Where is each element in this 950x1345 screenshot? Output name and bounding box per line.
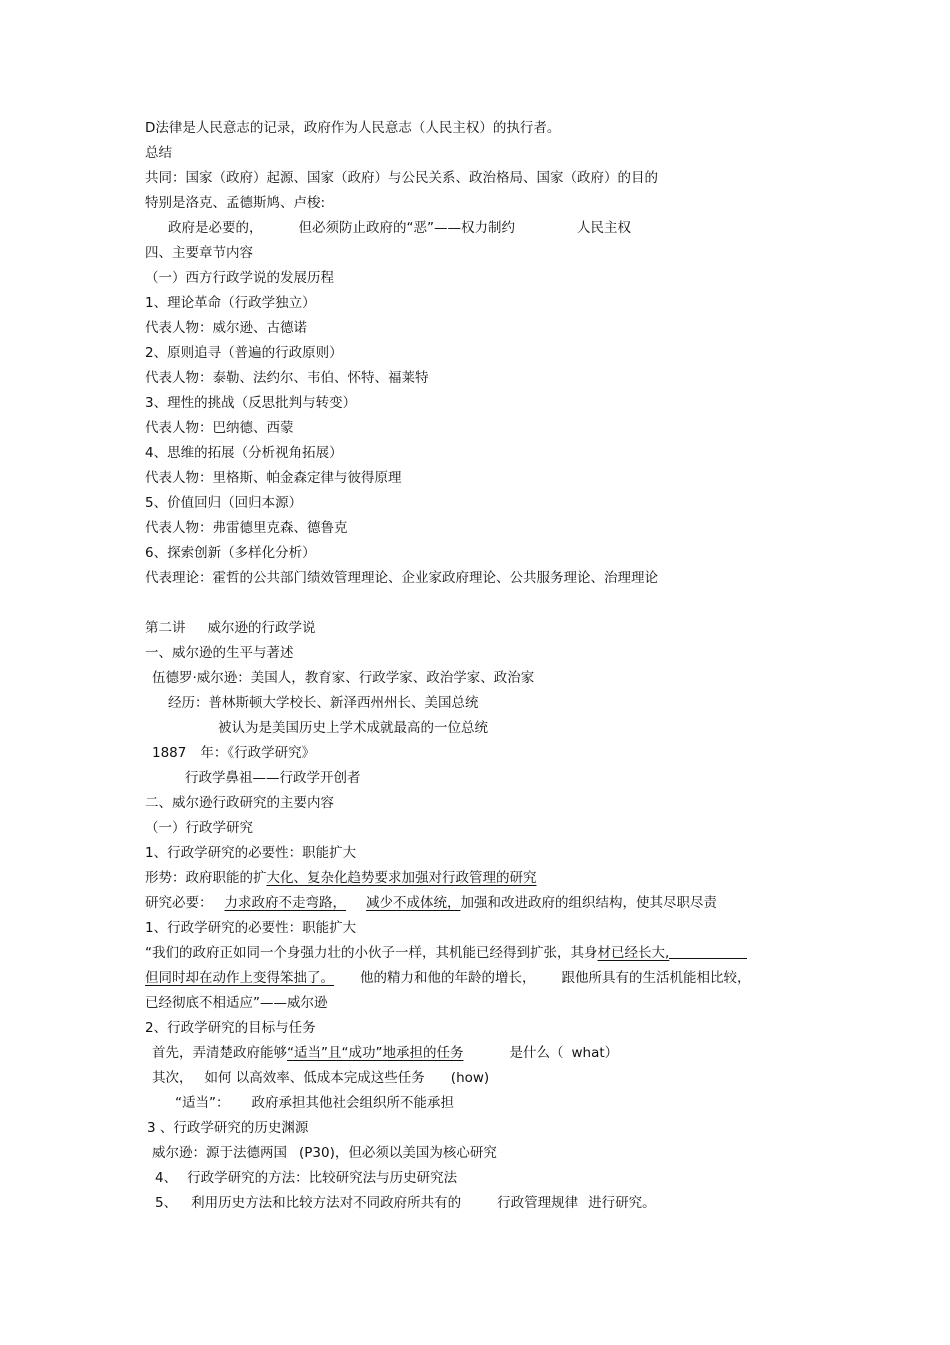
- text-line: [168, 219, 631, 237]
- list-item: 3 、行政学研究的历史渊源: [147, 1120, 309, 1136]
- text-segment: 4、: [155, 1170, 178, 1186]
- text-segment: 威尔逊的行政学说: [207, 620, 316, 636]
- text-segment: (how): [450, 1070, 490, 1086]
- text-segment: 第二讲: [145, 620, 186, 636]
- text-segment: 5、: [155, 1195, 178, 1211]
- text-segment: (P30)，但必须以美国为核心研究: [299, 1145, 497, 1161]
- text-line: 伍德罗·威尔逊：美国人，教育家、行政学家、政治学家、政治家: [152, 670, 535, 686]
- text-line: [145, 869, 537, 887]
- text-line: [152, 1144, 497, 1162]
- text-line: 代表人物：泰勒、法约尔、韦伯、怀特、福莱特: [145, 370, 429, 386]
- text-line: 被认为是美国历史上学术成就最高的一位总统: [218, 720, 488, 736]
- text-segment: 年：《行政学研究》: [200, 745, 316, 761]
- text-segment: 利用历史方法和比较方法对不同政府所共有的: [191, 1195, 462, 1211]
- lecture-heading: [145, 619, 316, 637]
- heading-summary: 总结: [145, 145, 172, 161]
- text-segment: “适当”：: [175, 1095, 230, 1111]
- text-line: D法律是人民意志的记录，政府作为人民意志（人民主权）的执行者。: [145, 120, 561, 136]
- text-segment: 行政学研究的方法：比较研究法与历史研究法: [187, 1170, 458, 1186]
- text-segment: 他的精力和他的年龄的增长，: [360, 970, 536, 986]
- text-line: [152, 1069, 489, 1087]
- underlined-text: 但同时却在动作上变得笨拙了。: [145, 970, 334, 986]
- text-segment: 如何 以高效率、低成本完成这些任务: [204, 1070, 425, 1086]
- text-line: 代表理论：霍哲的公共部门绩效管理理论、企业家政府理论、公共服务理论、治理理论: [145, 570, 658, 586]
- subsection-heading: （一）西方行政学说的发展历程: [145, 270, 334, 286]
- text-segment: 人民主权: [577, 220, 631, 236]
- text-line: 代表人物：里格斯、帕金森定律与彼得原理: [145, 470, 402, 486]
- subsection-heading: （一）行政学研究: [145, 820, 253, 836]
- quote-line: [145, 944, 747, 962]
- text-segment: 进行研究。: [588, 1195, 656, 1211]
- text-segment: 是什么（: [509, 1045, 564, 1061]
- list-item: 1、行政学研究的必要性：职能扩大: [145, 845, 357, 861]
- text-segment: 1887: [152, 745, 187, 761]
- underlined-text: 材已经长大,: [597, 945, 670, 961]
- text-segment: 但必须防止政府的“恶”——权力制约: [298, 220, 515, 236]
- quote-line: [145, 969, 751, 987]
- text-line: 代表人物：弗雷德里克森、德鲁克: [145, 520, 348, 536]
- text-segment: 行政管理规律: [497, 1195, 579, 1211]
- text-line: 共同：国家（政府）起源、国家（政府）与公民关系、政治格局、国家（政府）的目的: [145, 170, 658, 186]
- text-segment: 威尔逊：源于法德两国: [152, 1145, 287, 1161]
- list-item: 2、原则追寻（普遍的行政原则）: [145, 345, 343, 361]
- text-segment: “我们的政府正如同一个身强力壮的小伙子一样，其机能已经得到扩张，其身: [145, 945, 598, 961]
- text-segment: 首先，弄清楚政府能够: [152, 1045, 287, 1061]
- text-line: 行政学鼻祖——行政学开创者: [185, 770, 361, 786]
- section-heading: 二、威尔逊行政研究的主要内容: [145, 795, 334, 811]
- text-line: [152, 1044, 618, 1062]
- list-item: 1、行政学研究的必要性：职能扩大: [145, 920, 357, 936]
- text-segment: what）: [571, 1045, 619, 1061]
- text-line: 代表人物：威尔逊、古德诺: [145, 320, 307, 336]
- underlined-text: 力求政府不走弯路，: [224, 895, 346, 911]
- list-item: 6、探索创新（多样化分析）: [145, 545, 316, 561]
- text-line: 特别是洛克、孟德斯鸠、卢梭:: [145, 195, 326, 211]
- text-segment: 政府是必要的，: [168, 220, 263, 236]
- quote-line: 已经彻底不相适应”——威尔逊: [145, 995, 328, 1011]
- underlined-text: 大化、复杂化趋势要求加强对行政管理的研究: [266, 870, 537, 886]
- list-item: [155, 1194, 656, 1212]
- text-line: [145, 894, 717, 912]
- underlined-text: “适当”且“成功”地承担的任务: [287, 1045, 464, 1061]
- underlined-text: 减少不成体统，: [366, 895, 461, 911]
- list-item: [155, 1169, 457, 1187]
- text-line: 经历：普林斯顿大学校长、新泽西州州长、美国总统: [168, 695, 479, 711]
- list-item: 4、思维的拓展（分析视角拓展）: [145, 445, 343, 461]
- text-line: [152, 744, 315, 762]
- text-segment: 研究必要：: [145, 895, 213, 911]
- section-heading: 四、主要章节内容: [145, 245, 253, 261]
- list-item: 3、理性的挑战（反思批判与转变）: [145, 395, 357, 411]
- text-line: [175, 1094, 454, 1112]
- text-line: 代表人物：巴纳德、西蒙: [145, 420, 294, 436]
- section-heading: 一、威尔逊的生平与著述: [145, 645, 294, 661]
- text-segment: 政府承担其他社会组织所不能承担: [251, 1095, 454, 1111]
- list-item: 2、行政学研究的目标与任务: [145, 1020, 316, 1036]
- list-item: 5、价值回归（回归本源）: [145, 495, 303, 511]
- text-segment: 加强和改进政府的组织结构，使其尽职尽责: [460, 895, 717, 911]
- text-segment: 其次，: [152, 1070, 193, 1086]
- text-segment: 跟他所具有的生活机能相比较，: [561, 970, 751, 986]
- text-segment: 形势：政府职能的扩: [145, 870, 267, 886]
- list-item: 1、理论革命（行政学独立）: [145, 295, 316, 311]
- underline-fill: [669, 944, 747, 959]
